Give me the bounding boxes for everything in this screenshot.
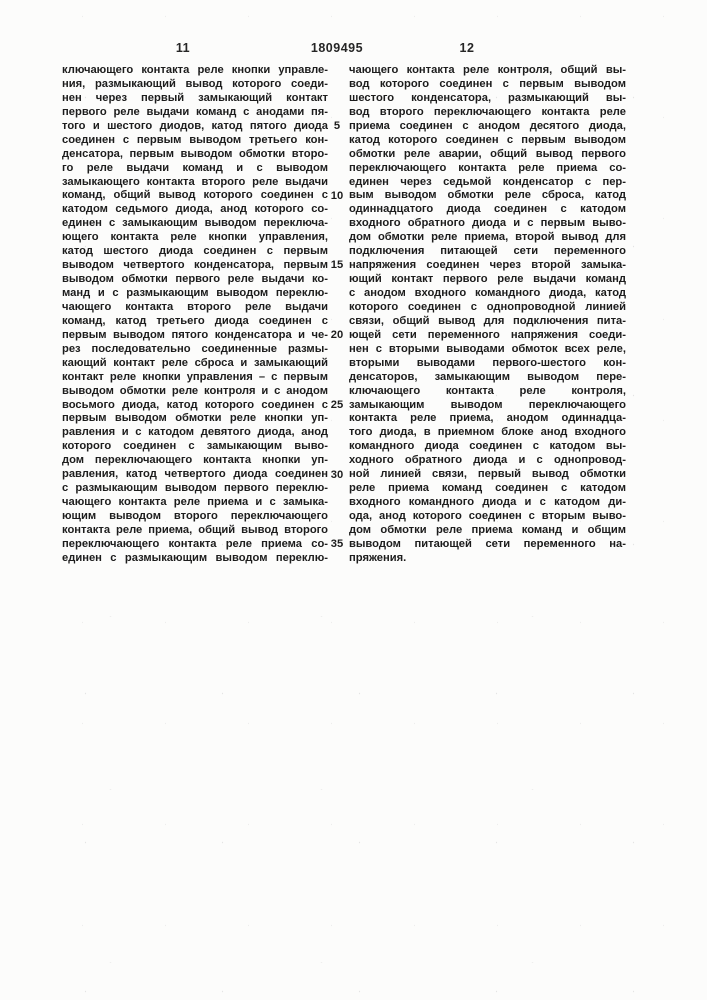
text-line: го реле выдачи команд и с выводом <box>62 161 328 174</box>
text-line: контакта реле приема, анодом одиннадца- <box>349 412 626 425</box>
text-line: того и шестого диодов, катод пятого диода <box>62 119 328 132</box>
text-line: ключающего контакта реле кнопки управле- <box>62 64 328 76</box>
text-line: вод второго переключающего контакта реле <box>349 105 626 118</box>
text-line: подключения питающей сети переменного <box>349 245 626 258</box>
text-line: ющим выводом второго переключающего <box>62 510 328 522</box>
line-number-gutter <box>326 64 348 574</box>
text-line: командного диода соединен с катодом вы- <box>349 440 626 453</box>
text-line: равления, катод четвертого диода соединен <box>62 468 328 481</box>
text-line: замыкающего контакта второго реле выдачи <box>62 175 328 188</box>
line-number: 5 <box>333 119 341 132</box>
line-number: 15 <box>330 259 344 272</box>
text-line: манд и с размыкающим выводом переклю- <box>62 287 328 299</box>
text-line: нен с вторыми выводами обмоток всех реле, <box>349 342 626 355</box>
text-line: замыкающим выводом переключающего <box>349 398 626 411</box>
text-line: нен через первый замыкающий контакт <box>62 91 328 104</box>
text-line: с размыкающим выводом первого переклю- <box>62 482 328 495</box>
text-line: напряжения соединен через второй замыка- <box>349 259 626 272</box>
text-line: ющий контакт первого реле выдачи команд <box>349 273 626 286</box>
text-line: рез последовательно соединенные размы- <box>62 342 328 355</box>
line-number: 25 <box>330 398 344 411</box>
text-line: выводом четвертого конденсатора, первым <box>62 259 328 272</box>
right-text-column <box>349 64 626 566</box>
text-line: дом обмотки реле приема команд и общим <box>349 523 626 536</box>
text-line: единен через седьмой конденсатор с пер- <box>349 175 626 188</box>
line-number: 35 <box>330 538 344 551</box>
text-line: команд, общий вывод которого соединен с <box>62 189 328 202</box>
text-line: кающий контакт реле сброса и замыкающий <box>62 356 328 369</box>
text-line: одиннадцатого диода соединен с катодом <box>349 203 626 216</box>
line-number: 30 <box>330 468 344 481</box>
text-line: шестого конденсатора, размыкающий вы- <box>349 91 626 104</box>
page-number-left: 11 <box>175 41 191 55</box>
text-line: вторыми выводами первого-шестого кон- <box>349 356 626 369</box>
text-line: выводом обмотки первого реле выдачи ко- <box>62 273 328 286</box>
text-line: которого соединен с замыкающим выво- <box>62 440 328 453</box>
text-line: дом обмотки реле приема, второй вывод для <box>349 231 626 244</box>
text-line: первым выводом пятого конденсатора и че- <box>62 328 328 341</box>
text-line: чающего контакта реле приема и с замыка- <box>62 496 328 509</box>
text-line: ющего контакта реле кнопки управления, <box>62 231 328 244</box>
text-line: первым выводом обмотки реле кнопки уп- <box>62 412 328 425</box>
text-line: ния, размыкающий вывод которого соеди- <box>62 77 328 90</box>
text-line: контакта реле приема, общий вывод второго <box>62 523 328 536</box>
text-line: переключающего контакта реле приема со- <box>349 161 626 174</box>
text-line: приема соединен с анодом десятого диода, <box>349 119 626 132</box>
text-line: того диода, в приемном блоке анод входного <box>349 426 626 439</box>
text-line: ключающего контакта реле контроля, <box>349 384 626 397</box>
text-line: обмотки реле аварии, общий вывод первого <box>349 147 626 160</box>
text-line: катод которого соединен с первым выводом <box>349 133 626 146</box>
text-line: переключающего контакта реле приема со- <box>62 537 328 550</box>
text-line: соединен с первым выводом третьего кон- <box>62 133 328 146</box>
text-line: с анодом входного командного диода, катод <box>349 287 626 299</box>
left-text-column <box>62 64 328 566</box>
text-line: единен с замыкающим выводом переключа- <box>62 217 328 230</box>
text-line: чающего контакта реле контроля, общий вы- <box>349 64 626 76</box>
text-line: ходного обратного диода и с однопровод- <box>349 454 626 467</box>
text-line: пряжения. <box>349 551 407 564</box>
text-line: денсатора, первым выводом обмотки второ- <box>62 147 328 160</box>
text-line: катодом седьмого диода, анод которого со- <box>62 203 328 216</box>
text-line: восьмого диода, катод которого соединен с <box>62 398 328 411</box>
text-line: выводом питающей сети переменного на- <box>349 537 626 550</box>
text-line: ющей сети переменного напряжения соеди- <box>349 328 626 341</box>
text-line: дом переключающего контакта кнопки уп- <box>62 454 328 467</box>
text-line: связи, общий вывод для подключения пита- <box>349 314 626 327</box>
text-line: вым выводом обмотки реле сброса, катод <box>349 189 626 202</box>
page-number-right: 12 <box>459 41 475 55</box>
document-number: 1809495 <box>310 41 364 55</box>
text-line: которого соединен с однопроводной линией <box>349 300 626 313</box>
text-line: вод которого соединен с первым выводом <box>349 77 626 90</box>
text-line: ода, анод которого соединен с вторым выво- <box>349 510 626 522</box>
text-line: денсаторов, замыкающим выводом пере- <box>349 370 626 383</box>
text-line: входного обратного диода и с первым выво- <box>349 217 626 230</box>
text-line: команд, катод третьего диода соединен с <box>62 314 328 327</box>
text-line: единен с размыкающим выводом переклю- <box>62 551 328 564</box>
text-line: чающего контакта второго реле выдачи <box>62 300 328 313</box>
text-line: реле приема команд соединен с катодом <box>349 482 626 495</box>
text-line: входного командного диода и с катодом ди- <box>349 496 626 509</box>
text-line: выводом обмотки реле контроля и с анодом <box>62 384 328 397</box>
text-line: равления и с катодом девятого диода, анод <box>62 426 328 439</box>
text-line: контакт реле кнопки управления – с первым <box>62 370 328 383</box>
text-line: катод шестого диода соединен с первым <box>62 245 328 258</box>
text-line: ной линией связи, первый вывод обмотки <box>349 468 626 481</box>
line-number: 10 <box>330 189 344 202</box>
line-number: 20 <box>330 329 344 342</box>
text-line: первого реле выдачи команд с анодами пя- <box>62 105 328 118</box>
